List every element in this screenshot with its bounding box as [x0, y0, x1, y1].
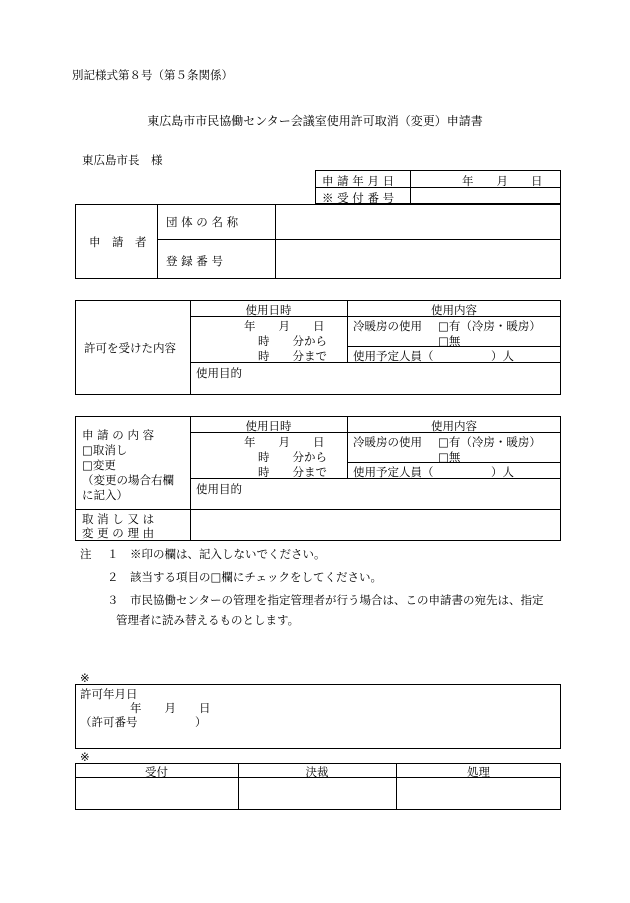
permit-date-label: 許可年月日: [80, 687, 138, 701]
reason-label-1: 取 消 し 又 は: [82, 512, 155, 526]
note-2: 該当する項目の□欄にチェックをしてください。: [130, 570, 383, 584]
permit-number: （許可番号 ）: [80, 715, 207, 729]
permit-time-to: 時 分まで: [258, 349, 327, 363]
request-change-note-1: （変更の場合右欄: [82, 473, 174, 487]
request-cancel-checkbox[interactable]: □取消し: [82, 443, 128, 457]
group-name-label: 団 体 の 名 称: [166, 215, 239, 229]
request-aircon-label: 冷暖房の使用: [353, 435, 422, 449]
note-3-line-2: 管理者に読み替えるものとします。: [116, 613, 300, 627]
note-3-line-1: 市民協働センターの管理を指定管理者が行う場合は、この申請書の宛先は、指定: [130, 593, 544, 607]
request-people: 使用予定人員（ ）人: [353, 465, 514, 479]
receipt-number-field: [412, 188, 559, 203]
note-1: ※印の欄は、記入しないでください。: [130, 547, 326, 561]
permit-aircon-label: 冷暖房の使用: [353, 319, 422, 333]
permit-aircon-yes-checkbox[interactable]: □有（冷房・暖房）: [438, 319, 541, 333]
processing-receipt-header: 受付: [145, 765, 168, 779]
office-mark-2: ※: [80, 750, 90, 764]
addressee: 東広島市長 様: [82, 153, 163, 167]
permit-datetime-header: 使用日時: [245, 303, 292, 317]
notes-prefix: 注: [80, 547, 92, 561]
request-date: 年 月 日: [244, 435, 325, 449]
office-mark-1: ※: [80, 671, 90, 685]
processing-process-header: 処理: [467, 765, 490, 779]
page-title: 東広島市市民協働センター会議室使用許可取消（変更）申請書: [147, 114, 483, 128]
request-aircon-no-checkbox[interactable]: □無: [438, 450, 461, 464]
permit-content-header: 使用内容: [431, 303, 477, 317]
request-time-from: 時 分から: [258, 450, 327, 464]
request-content-label: 申 請 の 内 容: [82, 428, 155, 442]
request-aircon-yes-checkbox[interactable]: □有（冷房・暖房）: [438, 435, 541, 449]
note-1-number: １: [107, 547, 119, 561]
permit-people: 使用予定人員（ ）人: [353, 349, 514, 363]
registration-number-field[interactable]: [277, 241, 559, 277]
note-2-number: ２: [107, 570, 119, 584]
permit-date-value: 年 月 日: [130, 701, 211, 715]
registration-number-label: 登 録 番 号: [166, 254, 223, 268]
group-name-field[interactable]: [277, 206, 559, 238]
note-3-number: ３: [107, 593, 119, 607]
permit-aircon-no-checkbox[interactable]: □無: [438, 334, 461, 348]
reason-label-2: 変 更 の 理 由: [82, 526, 155, 540]
request-time-to: 時 分まで: [258, 465, 327, 479]
form-number: 別記様式第８号（第５条関係）: [72, 68, 233, 82]
processing-approval-header: 決裁: [305, 765, 329, 779]
permit-row-label: 許可を受けた内容: [84, 341, 176, 355]
request-purpose-label: 使用目的: [196, 482, 242, 496]
permit-time-from: 時 分から: [258, 334, 327, 348]
application-date-label: 申 請 年 月 日: [322, 174, 395, 188]
permit-date: 年 月 日: [244, 319, 325, 333]
request-change-checkbox[interactable]: □変更: [82, 458, 116, 472]
receipt-number-label: ※ 受 付 番 号: [322, 191, 395, 205]
request-content-header: 使用内容: [431, 419, 477, 433]
request-change-note-2: に記入）: [82, 488, 128, 502]
application-date-field[interactable]: 年 月 日: [462, 174, 543, 188]
permit-purpose-label: 使用目的: [196, 366, 242, 380]
applicant-label: 申 請 者: [89, 235, 147, 249]
reason-field[interactable]: [192, 511, 559, 539]
request-datetime-header: 使用日時: [245, 419, 292, 433]
